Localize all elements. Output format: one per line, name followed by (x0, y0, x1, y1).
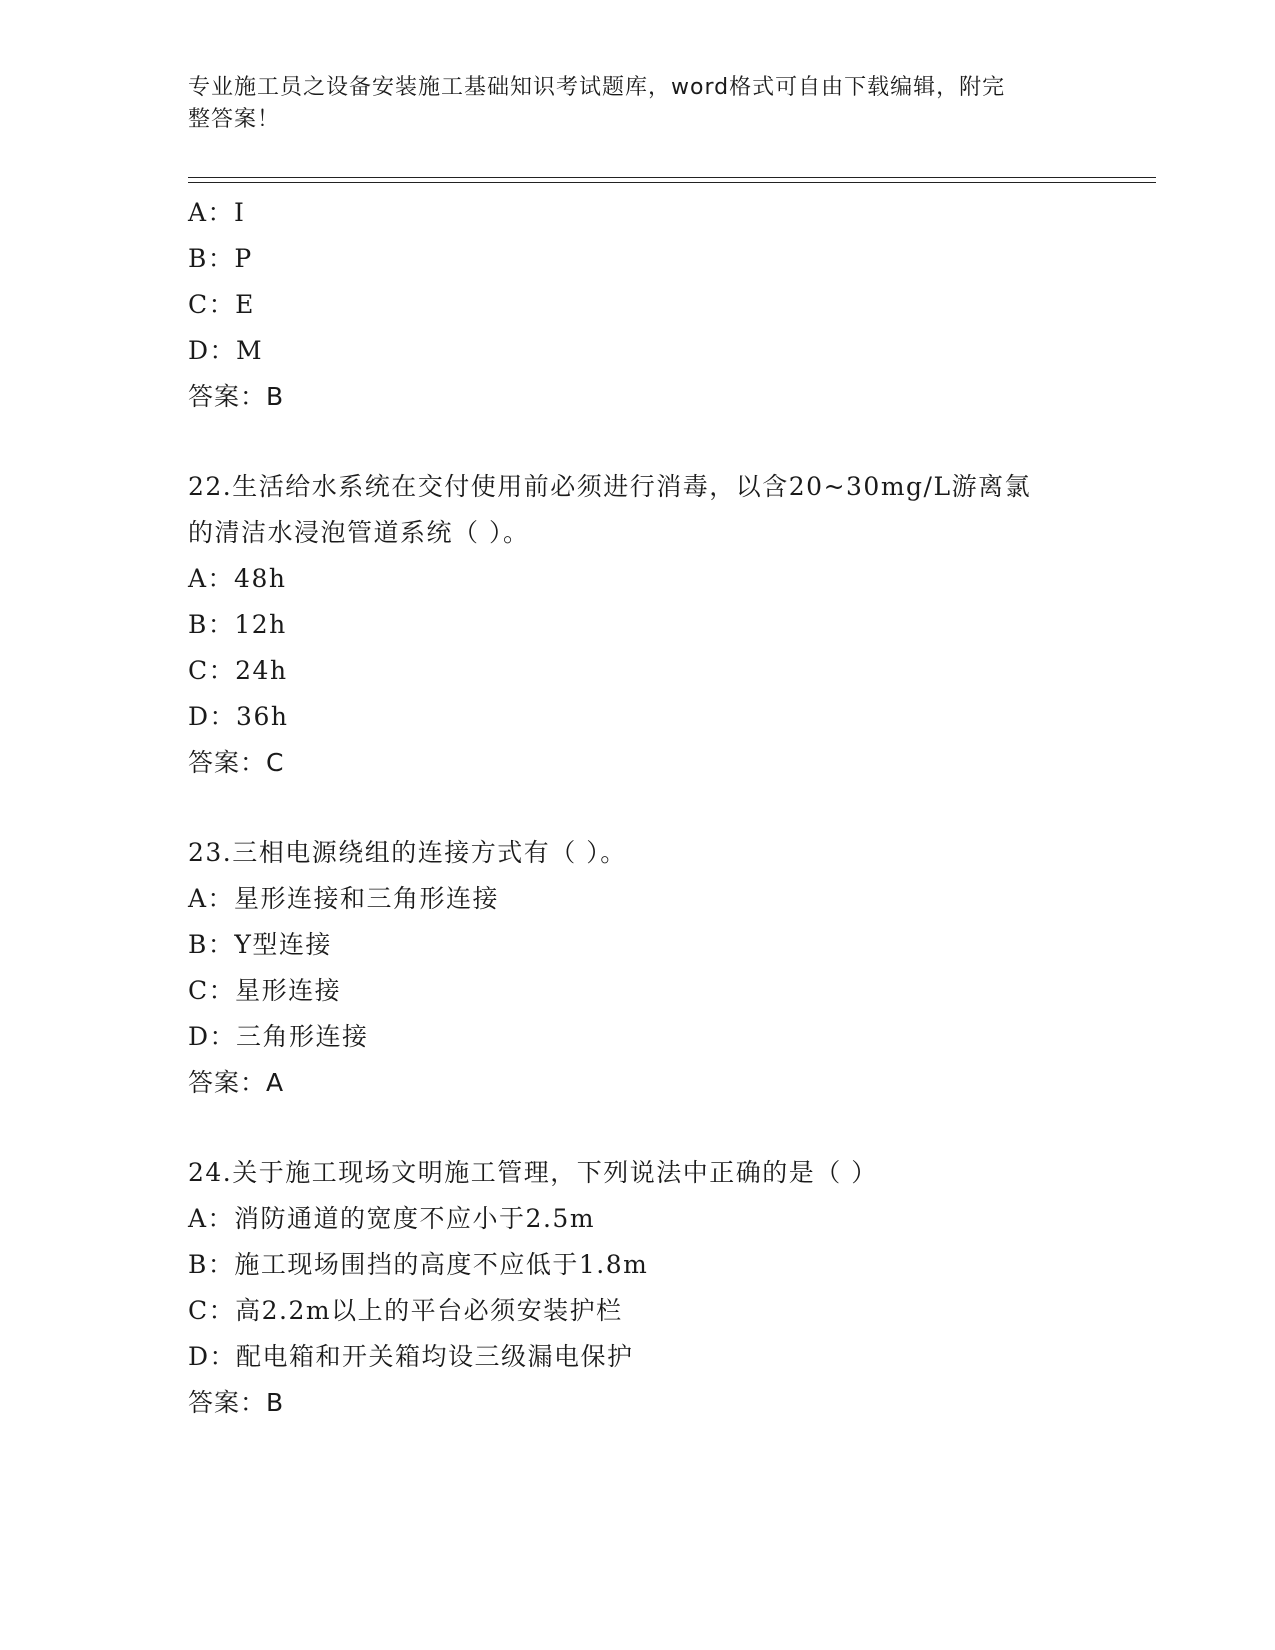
option-c: C：高2.2m以上的平台必须安装护栏 (188, 1296, 623, 1325)
page-header (188, 72, 1068, 136)
spacer (188, 420, 1088, 464)
option-c: C：24h (188, 656, 288, 685)
header-divider-bottom (188, 182, 1156, 183)
option-b: B：Y型连接 (188, 930, 332, 959)
question-24 (188, 1150, 1088, 1426)
header-line-1: 专业施工员之设备安装施工基础知识考试题库，word格式可自由下载编辑，附完 (188, 75, 1006, 100)
spacer (188, 786, 1088, 830)
question-22 (188, 464, 1088, 786)
question-stem-continued: 的清洁水浸泡管道系统（ ）。 (188, 518, 530, 547)
question-23 (188, 830, 1088, 1106)
question-stem: 23.三相电源绕组的连接方式有（ ）。 (188, 838, 627, 867)
option-a: A：消防通道的宽度不应小于2.5m (188, 1204, 596, 1233)
option-a: A：48h (188, 564, 287, 593)
option-d: D：36h (188, 702, 289, 731)
option-a: A：I (188, 198, 246, 227)
option-c: C：星形连接 (188, 976, 342, 1005)
option-a: A：星形连接和三角形连接 (188, 884, 500, 913)
option-b: B：12h (188, 610, 287, 639)
answer: 答案：B (188, 382, 285, 411)
option-d: D：配电箱和开关箱均设三级漏电保护 (188, 1342, 634, 1371)
question-stem: 24.关于施工现场文明施工管理，下列说法中正确的是（ ） (188, 1158, 878, 1187)
option-d: D：三角形连接 (188, 1022, 369, 1051)
answer: 答案：C (188, 748, 285, 777)
question-stem: 22.生活给水系统在交付使用前必须进行消毒，以含20~30mg/L游离氯 (188, 472, 1032, 501)
answer: 答案：A (188, 1068, 285, 1097)
question-21 (188, 190, 1088, 420)
header-divider-top (188, 177, 1156, 178)
option-c: C：E (188, 290, 255, 319)
spacer (188, 1106, 1088, 1150)
answer: 答案：B (188, 1388, 285, 1417)
option-b: B：施工现场围挡的高度不应低于1.8m (188, 1250, 649, 1279)
question-list (188, 190, 1088, 1426)
option-d: D：M (188, 336, 264, 365)
header-line-2: 整答案！ (188, 107, 281, 132)
option-b: B：P (188, 244, 253, 273)
